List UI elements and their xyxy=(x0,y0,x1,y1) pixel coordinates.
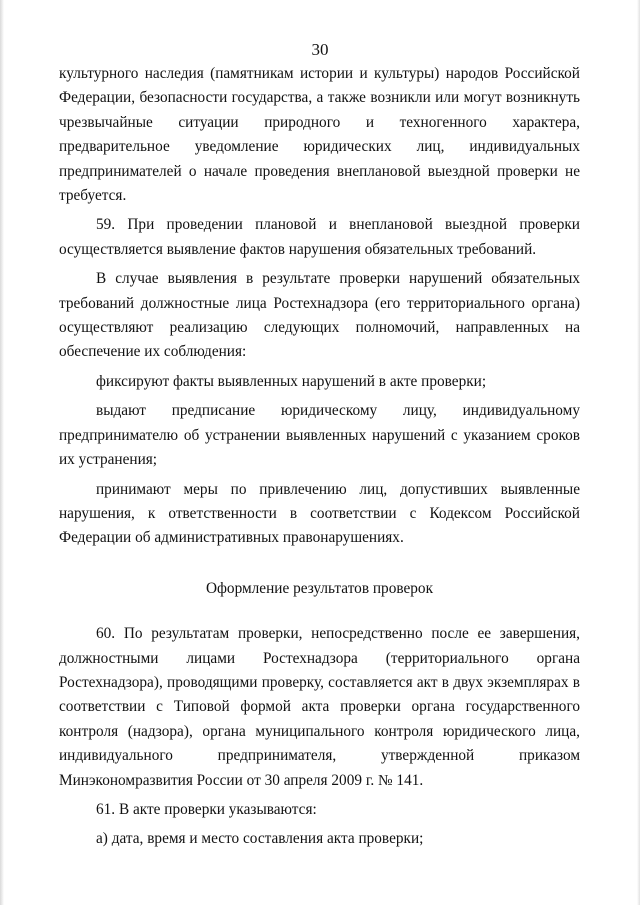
paragraph-item-59: 59. При проведении плановой и внеплановой выездной проверки осуществляется выявление фактов нарушения обязательных требований. xyxy=(59,216,580,258)
paragraph-violations-powers: В случае выявления в результате проверки нарушений обязательных требований должностные лица Ростехнадзора (его территориального органа) осуществляют реализацию следующих полномочий, направленных на обеспечение их соблюдения: xyxy=(59,270,580,361)
document-body xyxy=(59,62,580,852)
paragraph-record-violations: фиксируют факты выявленных нарушений в акте проверки; xyxy=(96,372,487,390)
paragraph-item-61: 61. В акте проверки указываются: xyxy=(96,800,317,818)
scan-edge-left xyxy=(0,0,4,905)
paragraph-issue-order: выдают предписание юридическому лицу, индивидуальному предпринимателю об устранении выявленных нарушений с указанием сроков их устранения; xyxy=(59,402,580,469)
section-heading: Оформление результатов проверок xyxy=(205,579,434,597)
paragraph-continuation: культурного наследия (памятникам истории и культуры) народов Российской Федерации, безопасности государства, а также возникли или могут возникнуть чрезвычайные ситуации природного и техногенного характера, предварительное уведомление юридических лиц, индивидуальных предпринимателей о начале проведения внеплановой выездной проверки не требуется. xyxy=(59,65,580,205)
paragraph-take-measures: принимают меры по привлечению лиц, допустивших выявленные нарушения, к ответственности в соответствии с Кодексом Российской Федерации об административных правонарушениях. xyxy=(59,480,580,547)
paragraph-item-60: 60. По результатам проверки, непосредственно после ее завершения, должностными лицами Ростехнадзора (территориального органа Ростехнадзора), проводящими проверку, составляется акт в двух экземплярах в соответствии с Типовой формой акта проверки органа государственного контроля (надзора), органа муниципального контроля юридического лица, индивидуального предпринимателя, утвержденной приказом Минэкономразвития России от 30 апреля 2009 г. № 141. xyxy=(59,625,580,789)
page-number: 30 xyxy=(311,40,329,59)
paragraph-item-61-a: а) дата, время и место составления акта проверки; xyxy=(96,830,424,848)
